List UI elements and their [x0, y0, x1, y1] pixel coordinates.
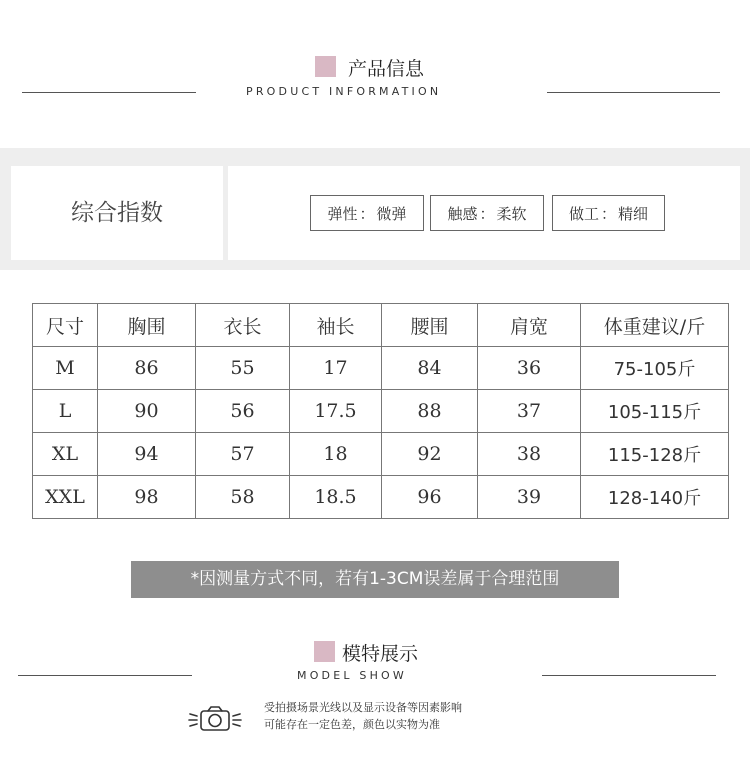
table-cell: XL [33, 433, 98, 476]
table-cell: 17 [290, 347, 382, 390]
table-row [33, 390, 729, 433]
table-row [33, 476, 729, 519]
table-cell: 84 [382, 347, 478, 390]
table-cell: 128-140斤 [581, 476, 729, 519]
attribute-value: 精细 [618, 204, 649, 223]
table-cell: 90 [98, 390, 196, 433]
header-cell-length: 衣长 [196, 304, 290, 347]
attribute-separator: ： [600, 204, 616, 223]
table-header-row [33, 304, 729, 347]
camera-icon [188, 703, 242, 733]
size-table [32, 303, 729, 519]
table-cell: 88 [382, 390, 478, 433]
table-cell: 92 [382, 433, 478, 476]
workmanship-attribute [552, 195, 665, 231]
header-cell-size: 尺寸 [33, 304, 98, 347]
table-cell: 115-128斤 [581, 433, 729, 476]
attribute-label: 触感 [447, 204, 478, 223]
table-cell: 55 [196, 347, 290, 390]
divider-line [22, 92, 196, 93]
table-cell: 57 [196, 433, 290, 476]
table-cell: 105-115斤 [581, 390, 729, 433]
divider-line [542, 675, 716, 676]
table-cell: XXL [33, 476, 98, 519]
header-cell-weight: 体重建议/斤 [581, 304, 729, 347]
attribute-label: 做工 [568, 204, 599, 223]
table-cell: 39 [478, 476, 581, 519]
table-cell: 94 [98, 433, 196, 476]
header-cell-waist: 腰围 [382, 304, 478, 347]
table-cell: 56 [196, 390, 290, 433]
table-cell: 75-105斤 [581, 347, 729, 390]
attribute-separator: ： [479, 204, 495, 223]
model-show-square-icon [314, 641, 335, 662]
disclaimer-line-1: 受拍摄场景光线以及显示设备等因素影响 [264, 701, 462, 714]
elasticity-attribute [310, 195, 424, 231]
product-info-title: 产品信息 [348, 58, 425, 80]
table-cell: L [33, 390, 98, 433]
attribute-label: 弹性 [327, 204, 358, 223]
composite-index-title: 综合指数 [71, 200, 163, 226]
table-cell: 86 [98, 347, 196, 390]
divider-line [547, 92, 720, 93]
table-row [33, 433, 729, 476]
table-cell: M [33, 347, 98, 390]
attribute-separator: ： [359, 204, 375, 223]
header-cell-shoulder: 肩宽 [478, 304, 581, 347]
table-cell: 17.5 [290, 390, 382, 433]
attribute-value: 柔软 [496, 204, 527, 223]
header-cell-sleeve: 袖长 [290, 304, 382, 347]
table-cell: 98 [98, 476, 196, 519]
attribute-value: 微弹 [376, 204, 407, 223]
model-show-title: 模特展示 [342, 643, 419, 665]
touch-attribute [430, 195, 544, 231]
table-cell: 18.5 [290, 476, 382, 519]
table-cell: 38 [478, 433, 581, 476]
table-cell: 58 [196, 476, 290, 519]
model-show-subtitle: MODEL SHOW [297, 669, 407, 682]
table-cell: 96 [382, 476, 478, 519]
header-cell-chest: 胸围 [98, 304, 196, 347]
table-cell: 37 [478, 390, 581, 433]
disclaimer-line-2: 可能存在一定色差，颜色以实物为准 [264, 718, 440, 731]
measurement-note-banner: *因测量方式不同，若有1-3CM误差属于合理范围 [131, 561, 619, 598]
divider-line [18, 675, 192, 676]
product-info-subtitle: PRODUCT INFORMATION [246, 85, 442, 98]
product-info-square-icon [315, 56, 336, 77]
table-cell: 18 [290, 433, 382, 476]
table-cell: 36 [478, 347, 581, 390]
table-row [33, 347, 729, 390]
